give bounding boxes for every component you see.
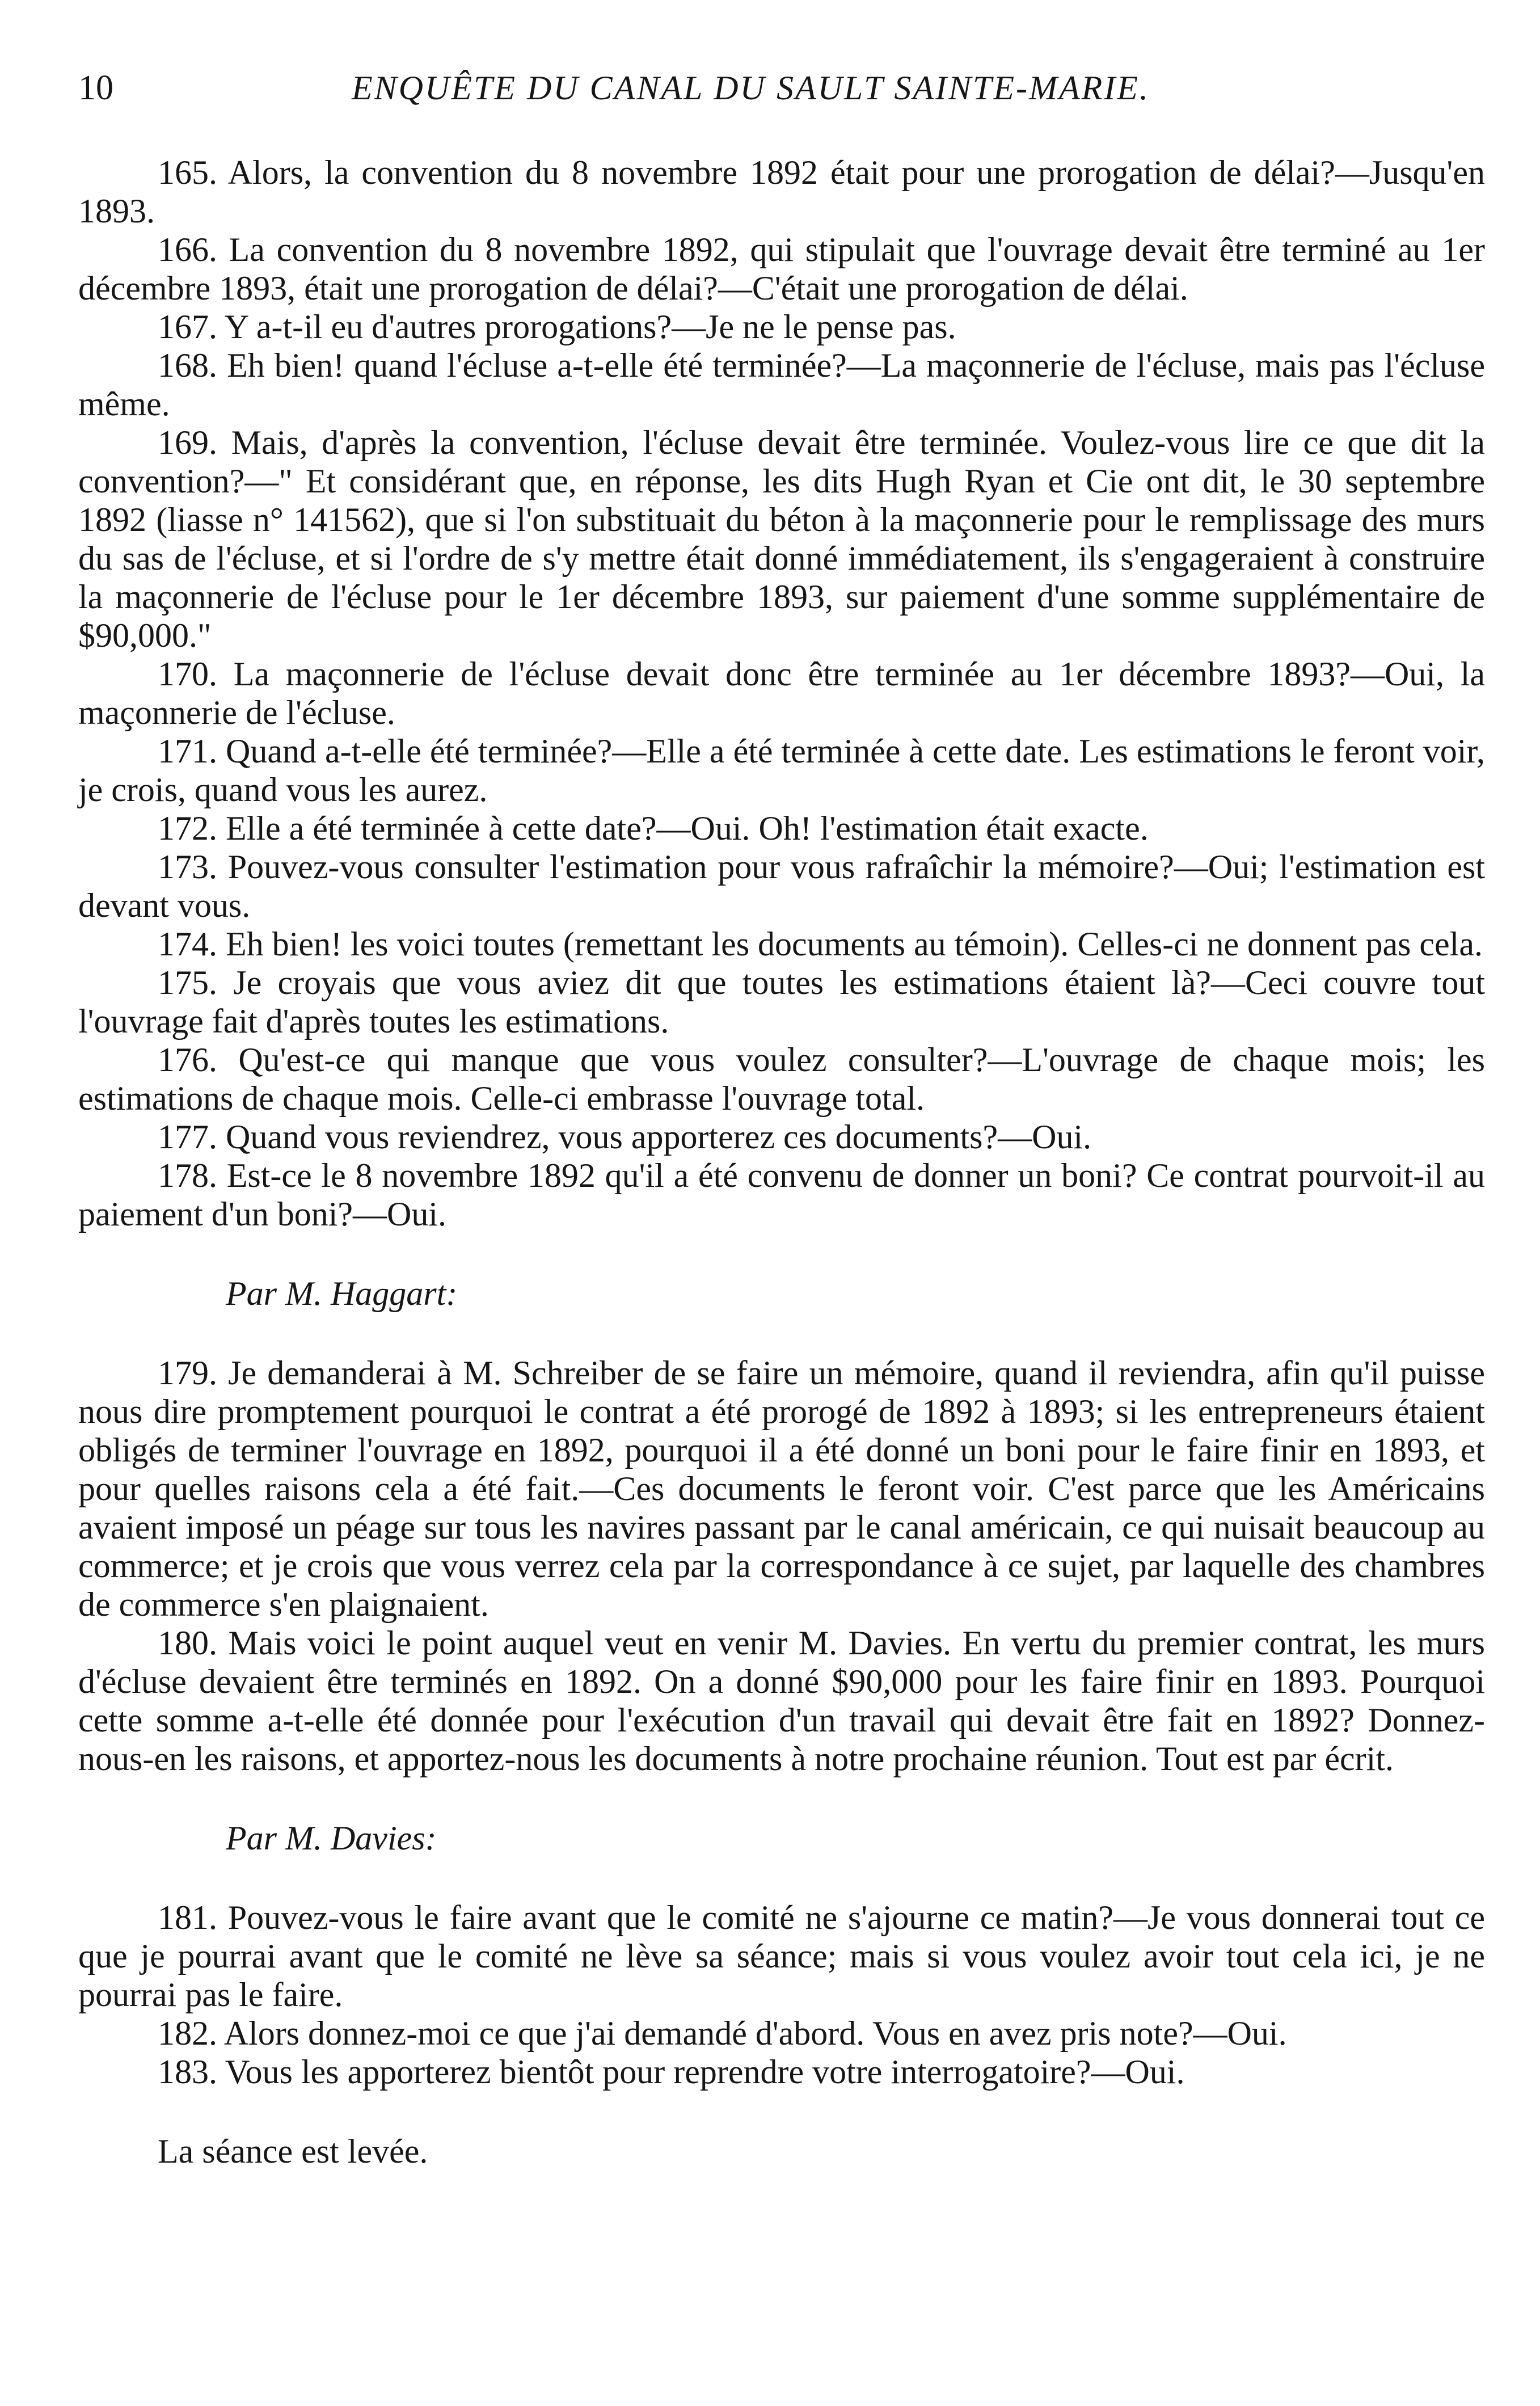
paragraph-183: 183. Vous les apporterez bientôt pour reprendre votre interrogatoire?—Oui. bbox=[158, 2053, 1185, 2091]
paragraph-181: 181. Pouvez-vous le faire avant que le comité ne s'ajourne ce matin?—Je vous donnerai tout ce que je pourrai avant que le comité ne lève sa séance; mais si vous voulez avoir tout cela ici, je ne pourrai pas le faire. bbox=[78, 1899, 1485, 2013]
paragraph-168: 168. Eh bien! quand l'écluse a-t-elle été terminée?—La maçonnerie de l'écluse, mais pas l'écluse même. bbox=[78, 347, 1485, 423]
paragraph-179: 179. Je demanderai à M. Schreiber de se faire un mémoire, quand il reviendra, afin qu'il puisse nous dire promptement pourquoi le contrat a été prorogé de 1892 à 1893; si les entrepreneurs étaient obligés de terminer l'ouvrage en 1892, pourquoi il a été donné un boni pour le faire finir en 1893, et pour quelles raisons cela a été fait.—Ces documents le feront voir. C'est parce que les Américains avaient imposé un péage sur tous les navires passant par le canal américain, ce qui nuisait beaucoup au commerce; et je crois que vous verrez cela par la correspondance à ce sujet, par laquelle des chambres de commerce s'en plaignaient. bbox=[78, 1354, 1485, 1623]
paragraph-173: 173. Pouvez-vous consulter l'estimation pour vous rafraîchir la mémoire?—Oui; l'estimation est devant vous. bbox=[78, 848, 1485, 924]
paragraph-178: 178. Est-ce le 8 novembre 1892 qu'il a été convenu de donner un boni? Ce contrat pourvoit-il au paiement d'un boni?—Oui. bbox=[78, 1157, 1485, 1233]
speaker-heading-haggart: Par M. Haggart: bbox=[226, 1275, 458, 1312]
paragraph-170: 170. La maçonnerie de l'écluse devait donc être terminée au 1er décembre 1893?—Oui, la maçonnerie de l'écluse. bbox=[78, 655, 1485, 731]
paragraph-172: 172. Elle a été terminée à cette date?—Oui. Oh! l'estimation était exacte. bbox=[158, 810, 1149, 847]
page-body bbox=[78, 153, 1485, 2171]
closing-line: La séance est levée. bbox=[158, 2133, 428, 2170]
spacer bbox=[78, 1857, 1485, 1898]
spacer bbox=[78, 1233, 1485, 1274]
paragraph-169: 169. Mais, d'après la convention, l'écluse devait être terminée. Voulez-vous lire ce que dit la convention?—" Et considérant que, en réponse, les dits Hugh Ryan et Cie ont dit, le 30 septembre 1892 (liasse n° 141562), que si l'on substituait du béton à la maçonnerie pour le remplissage des murs du sas de l'écluse, et si l'ordre de s'y mettre était donné immédiatement, ils s'engageraient à construire la maçonnerie de l'écluse pour le 1er décembre 1893, sur paiement d'une somme supplémentaire de $90,000." bbox=[78, 424, 1485, 654]
page-header bbox=[0, 65, 1540, 111]
paragraph-176: 176. Qu'est-ce qui manque que vous voulez consulter?—L'ouvrage de chaque mois; les estimations de chaque mois. Celle-ci embrasse l'ouvrage total. bbox=[78, 1041, 1485, 1117]
paragraph-175: 175. Je croyais que vous aviez dit que toutes les estimations étaient là?—Ceci couvre tout l'ouvrage fait d'après toutes les estimations. bbox=[78, 964, 1485, 1040]
paragraph-166: 166. La convention du 8 novembre 1892, qui stipulait que l'ouvrage devait être terminé au 1er décembre 1893, était une prorogation de délai?—C'était une prorogation de délai. bbox=[78, 231, 1485, 307]
paragraph-167: 167. Y a-t-il eu d'autres prorogations?—Je ne le pense pas. bbox=[158, 308, 956, 345]
paragraph-165: 165. Alors, la convention du 8 novembre 1892 était pour une prorogation de délai?—Jusqu'en 1893. bbox=[78, 154, 1485, 230]
paragraph-182: 182. Alors donnez-moi ce que j'ai demandé d'abord. Vous en avez pris note?—Oui. bbox=[158, 2015, 1287, 2052]
running-title: ENQUÊTE DU CANAL DU SAULT SAINTE-MARIE. bbox=[352, 69, 1150, 107]
spacer bbox=[78, 2091, 1485, 2132]
paragraph-180: 180. Mais voici le point auquel veut en venir M. Davies. En vertu du premier contrat, les murs d'écluse devaient être terminés en 1892. On a donné $90,000 pour les faire finir en 1893. Pourquoi cette somme a-t-elle été donnée pour l'exécution d'un travail qui devait être fait en 1892? Donnez-nous-en les raisons, et apportez-nous les documents à notre prochaine réunion. Tout est par écrit. bbox=[78, 1624, 1485, 1777]
spacer bbox=[78, 1778, 1485, 1819]
paragraph-174: 174. Eh bien! les voici toutes (remettant les documents au témoin). Celles-ci ne donnent pas cela. bbox=[158, 925, 1483, 963]
paragraph-171: 171. Quand a-t-elle été terminée?—Elle a été terminée à cette date. Les estimations le feront voir, je crois, quand vous les aurez. bbox=[78, 732, 1485, 808]
page-number: 10 bbox=[78, 69, 113, 107]
speaker-heading-davies: Par M. Davies: bbox=[226, 1819, 437, 1857]
spacer bbox=[78, 1313, 1485, 1354]
paragraph-177: 177. Quand vous reviendrez, vous apporterez ces documents?—Oui. bbox=[158, 1118, 1092, 1156]
